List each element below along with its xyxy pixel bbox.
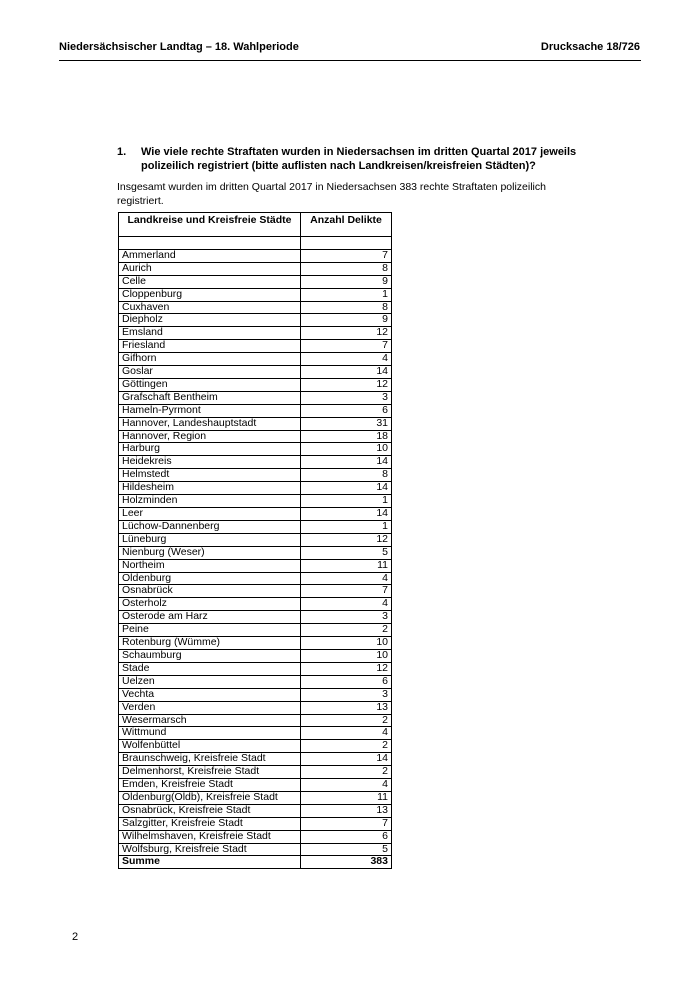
offense-count: 6 xyxy=(301,675,392,688)
offense-count: 13 xyxy=(301,701,392,714)
offense-count: 31 xyxy=(301,417,392,430)
district-name: Hildesheim xyxy=(119,482,301,495)
district-name: Emsland xyxy=(119,327,301,340)
table-row xyxy=(119,417,392,430)
district-name: Schaumburg xyxy=(119,649,301,662)
table-row xyxy=(119,275,392,288)
table-row xyxy=(119,301,392,314)
offense-count: 2 xyxy=(301,740,392,753)
table-row xyxy=(119,830,392,843)
table-header-row xyxy=(119,213,392,237)
district-name: Lüchow-Dannenberg xyxy=(119,520,301,533)
district-name: Delmenhorst, Kreisfreie Stadt xyxy=(119,766,301,779)
district-name: Holzminden xyxy=(119,495,301,508)
offense-count: 12 xyxy=(301,533,392,546)
table-row xyxy=(119,688,392,701)
district-name: Uelzen xyxy=(119,675,301,688)
header-title: Niedersächsischer Landtag – 18. Wahlperiode xyxy=(59,41,299,53)
offense-count: 14 xyxy=(301,753,392,766)
offense-count: 8 xyxy=(301,262,392,275)
offense-count: 11 xyxy=(301,559,392,572)
table-row xyxy=(119,340,392,353)
district-name: Peine xyxy=(119,624,301,637)
table-row xyxy=(119,740,392,753)
question-text: Wie viele rechte Straftaten wurden in Niedersachsen im dritten Quartal 2017 jeweils polizeilich registriert (bitte auflisten nach Landkreisen/kreisfreien Städten)? xyxy=(141,146,577,172)
offense-count: 9 xyxy=(301,275,392,288)
district-name: Gifhorn xyxy=(119,353,301,366)
offense-count: 18 xyxy=(301,430,392,443)
table-row xyxy=(119,327,392,340)
table-row xyxy=(119,572,392,585)
district-name: Hannover, Landeshauptstadt xyxy=(119,417,301,430)
table-row xyxy=(119,637,392,650)
table-row xyxy=(119,779,392,792)
offense-count: 3 xyxy=(301,688,392,701)
table-row xyxy=(119,533,392,546)
offense-count: 1 xyxy=(301,520,392,533)
district-name: Osnabrück xyxy=(119,585,301,598)
district-name: Wittmund xyxy=(119,727,301,740)
table-row xyxy=(119,817,392,830)
offense-count: 3 xyxy=(301,391,392,404)
table-row xyxy=(119,624,392,637)
table-row xyxy=(119,675,392,688)
district-name: Friesland xyxy=(119,340,301,353)
district-name: Heidekreis xyxy=(119,456,301,469)
district-name: Oldenburg xyxy=(119,572,301,585)
district-name: Stade xyxy=(119,662,301,675)
table-row xyxy=(119,662,392,675)
column-header-district: Landkreise und Kreisfreie Städte xyxy=(119,213,301,237)
table-row xyxy=(119,766,392,779)
district-name: Hameln-Pyrmont xyxy=(119,404,301,417)
page-header xyxy=(59,41,640,61)
table-row xyxy=(119,843,392,856)
district-name: Göttingen xyxy=(119,378,301,391)
table-row xyxy=(119,520,392,533)
table-row xyxy=(119,430,392,443)
district-name: Harburg xyxy=(119,443,301,456)
district-name: Helmstedt xyxy=(119,469,301,482)
sum-label: Summe xyxy=(119,856,301,869)
offense-count: 12 xyxy=(301,378,392,391)
district-name: Verden xyxy=(119,701,301,714)
district-name: Wesermarsch xyxy=(119,714,301,727)
offense-count: 12 xyxy=(301,662,392,675)
district-name: Wolfsburg, Kreisfreie Stadt xyxy=(119,843,301,856)
offense-count: 7 xyxy=(301,817,392,830)
table-body xyxy=(119,237,392,856)
page-number: 2 xyxy=(72,931,79,943)
offense-count: 9 xyxy=(301,314,392,327)
table-row xyxy=(119,649,392,662)
district-name: Lüneburg xyxy=(119,533,301,546)
offense-count: 6 xyxy=(301,404,392,417)
table-row xyxy=(119,288,392,301)
header-divider xyxy=(59,60,641,61)
table-row xyxy=(119,443,392,456)
district-name: Hannover, Region xyxy=(119,430,301,443)
offense-count: 14 xyxy=(301,456,392,469)
table-row xyxy=(119,353,392,366)
column-header-count: Anzahl Delikte xyxy=(301,213,392,237)
table-row xyxy=(119,546,392,559)
table-row xyxy=(119,262,392,275)
offense-table xyxy=(118,212,392,869)
offense-count: 4 xyxy=(301,598,392,611)
table-row xyxy=(119,469,392,482)
offense-count: 1 xyxy=(301,288,392,301)
district-name: Nienburg (Weser) xyxy=(119,546,301,559)
table-row xyxy=(119,249,392,262)
district-name: Cloppenburg xyxy=(119,288,301,301)
table-spacer-row xyxy=(119,237,392,250)
offense-count: 4 xyxy=(301,353,392,366)
offense-count: 3 xyxy=(301,611,392,624)
sum-value: 383 xyxy=(301,856,392,869)
table-row xyxy=(119,404,392,417)
offense-count: 4 xyxy=(301,779,392,792)
table-row xyxy=(119,456,392,469)
table-row xyxy=(119,585,392,598)
offense-count: 8 xyxy=(301,301,392,314)
district-name: Braunschweig, Kreisfreie Stadt xyxy=(119,753,301,766)
offense-count: 6 xyxy=(301,830,392,843)
offense-count: 8 xyxy=(301,469,392,482)
district-name: Grafschaft Bentheim xyxy=(119,391,301,404)
table-row xyxy=(119,714,392,727)
offense-count: 1 xyxy=(301,495,392,508)
offense-count: 11 xyxy=(301,791,392,804)
table-row xyxy=(119,508,392,521)
offense-count: 14 xyxy=(301,508,392,521)
district-name: Rotenburg (Wümme) xyxy=(119,637,301,650)
offense-count: 2 xyxy=(301,624,392,637)
district-name: Celle xyxy=(119,275,301,288)
offense-count: 2 xyxy=(301,714,392,727)
district-name: Osterholz xyxy=(119,598,301,611)
district-name: Diepholz xyxy=(119,314,301,327)
table-row xyxy=(119,701,392,714)
district-name: Goslar xyxy=(119,366,301,379)
offense-count: 13 xyxy=(301,804,392,817)
district-name: Osterode am Harz xyxy=(119,611,301,624)
district-name: Northeim xyxy=(119,559,301,572)
district-name: Emden, Kreisfreie Stadt xyxy=(119,779,301,792)
district-name: Wolfenbüttel xyxy=(119,740,301,753)
table-sum-row xyxy=(119,856,392,869)
answer-text: Insgesamt wurden im dritten Quartal 2017 in Niedersachsen 383 rechte Straftaten polizeilich registriert. xyxy=(117,181,546,207)
offense-count: 5 xyxy=(301,843,392,856)
district-name: Oldenburg(Oldb), Kreisfreie Stadt xyxy=(119,791,301,804)
offense-count: 4 xyxy=(301,572,392,585)
district-name: Aurich xyxy=(119,262,301,275)
table-row xyxy=(119,598,392,611)
offense-count: 10 xyxy=(301,649,392,662)
offense-count: 7 xyxy=(301,340,392,353)
table-row xyxy=(119,378,392,391)
offense-count: 14 xyxy=(301,482,392,495)
offense-count: 10 xyxy=(301,443,392,456)
district-name: Wilhelmshaven, Kreisfreie Stadt xyxy=(119,830,301,843)
district-name: Vechta xyxy=(119,688,301,701)
table-row xyxy=(119,391,392,404)
header-document-number: Drucksache 18/726 xyxy=(540,41,640,53)
offense-count: 4 xyxy=(301,727,392,740)
table-row xyxy=(119,727,392,740)
question-number: 1. xyxy=(117,146,127,158)
table-row xyxy=(119,314,392,327)
table-row xyxy=(119,482,392,495)
table-row xyxy=(119,366,392,379)
table-row xyxy=(119,804,392,817)
table-row xyxy=(119,753,392,766)
district-name: Leer xyxy=(119,508,301,521)
table-row xyxy=(119,495,392,508)
offense-count: 12 xyxy=(301,327,392,340)
district-name: Cuxhaven xyxy=(119,301,301,314)
offense-count: 2 xyxy=(301,766,392,779)
offense-count: 10 xyxy=(301,637,392,650)
offense-count: 7 xyxy=(301,585,392,598)
district-name: Ammerland xyxy=(119,249,301,262)
table-row xyxy=(119,611,392,624)
district-name: Osnabrück, Kreisfreie Stadt xyxy=(119,804,301,817)
table-row xyxy=(119,791,392,804)
offense-count: 14 xyxy=(301,366,392,379)
offense-count: 7 xyxy=(301,249,392,262)
district-name: Salzgitter, Kreisfreie Stadt xyxy=(119,817,301,830)
table-row xyxy=(119,559,392,572)
offense-count: 5 xyxy=(301,546,392,559)
